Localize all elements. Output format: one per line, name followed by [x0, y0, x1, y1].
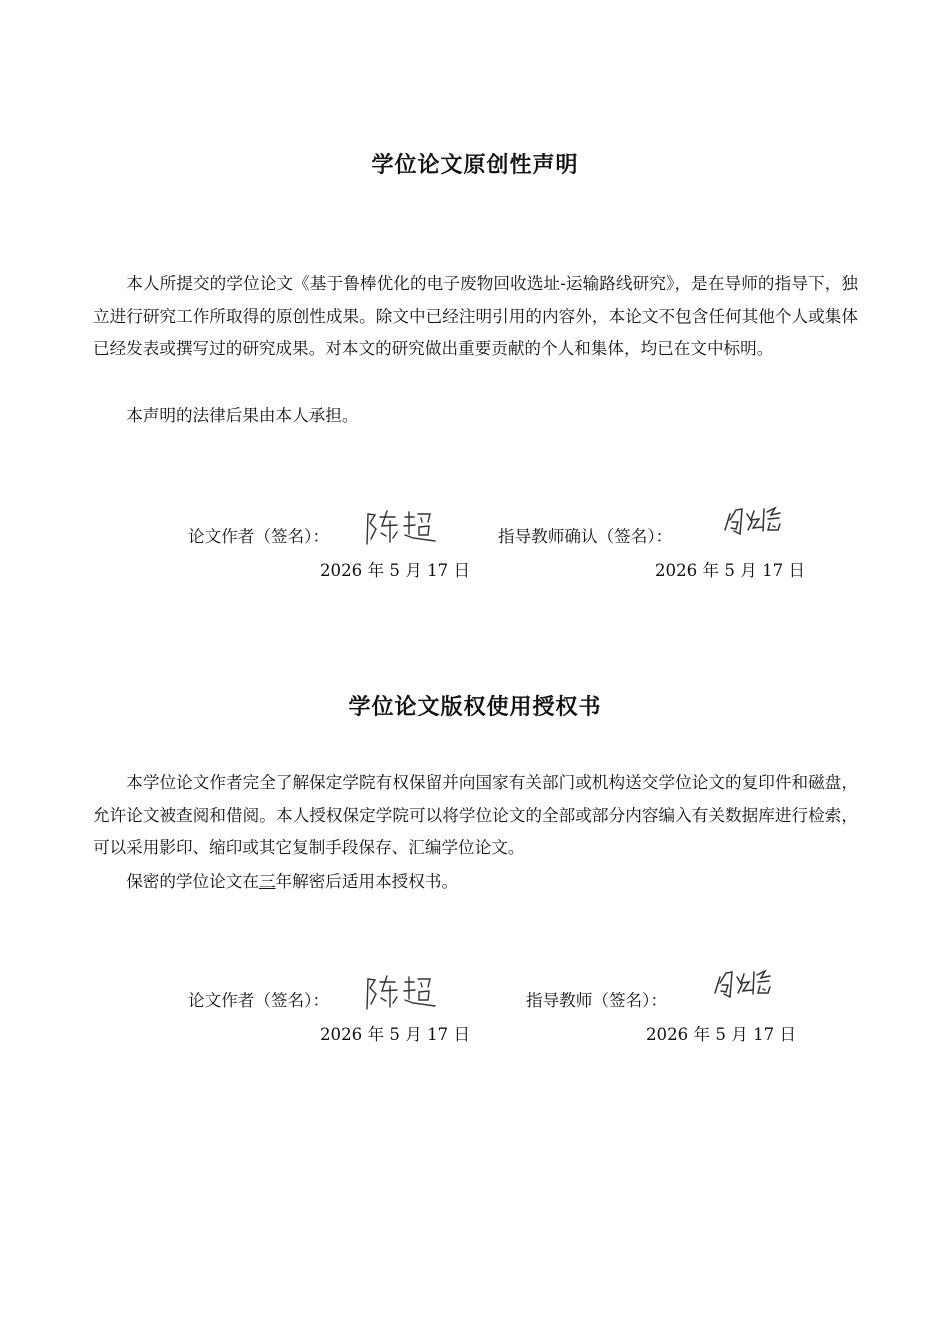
authorization-paragraph: 本学位论文作者完全了解保定学院有权保留并向国家有关部门或机构送交学位论文的复印件和磁盘，允许论文被查阅和借阅。本人授权保定学院可以将学位论文的全部或部分内容编入有关数据库进行检索，可以采用影印、缩印或其它复制手段保存、汇编学位论文。: [93, 773, 858, 857]
author-date: 2026 年 5 月 17 日: [320, 561, 471, 580]
declaration-legal-note: 本声明的法律后果由本人承担。: [126, 406, 359, 425]
author-signature-image-2: [364, 973, 438, 1013]
author-signature-label-2: 论文作者（签名）：: [188, 991, 330, 1010]
declaration-title: 学位论文原创性声明: [371, 153, 579, 178]
declaration-paragraph: 本人所提交的学位论文《基于鲁棒优化的电子废物回收选址-运输路线研究》，是在导师的指导下，独立进行研究工作所取得的原创性成果。除文中已经注明引用的内容外，本论文不包含任何其他个人或集体已经发表或撰写过的研究成果。对本文的研究做出重要贡献的个人和集体，均已在文中标明。: [93, 274, 858, 358]
advisor-confirm-signature-label: 指导教师确认（签名）：: [498, 527, 673, 546]
confidential-years: 三: [258, 872, 276, 891]
confidentiality-note-end: 年解密后适用本授权书。: [275, 872, 459, 891]
confidentiality-note: [93, 866, 858, 899]
author-signature-label: 论文作者（签名）：: [188, 527, 330, 546]
advisor-signature-label-2: 指导教师（签名）：: [526, 991, 668, 1010]
confidentiality-note-start: 保密的学位论文在: [126, 872, 259, 891]
advisor-signature-image: [722, 500, 792, 544]
advisor-date: 2026 年 5 月 17 日: [655, 561, 806, 580]
author-signature-image: [364, 508, 438, 548]
author-date-2: 2026 年 5 月 17 日: [320, 1025, 471, 1044]
authorization-title: 学位论文版权使用授权书: [348, 695, 602, 720]
advisor-signature-image-2: [712, 963, 782, 1007]
advisor-date-2: 2026 年 5 月 17 日: [646, 1025, 797, 1044]
